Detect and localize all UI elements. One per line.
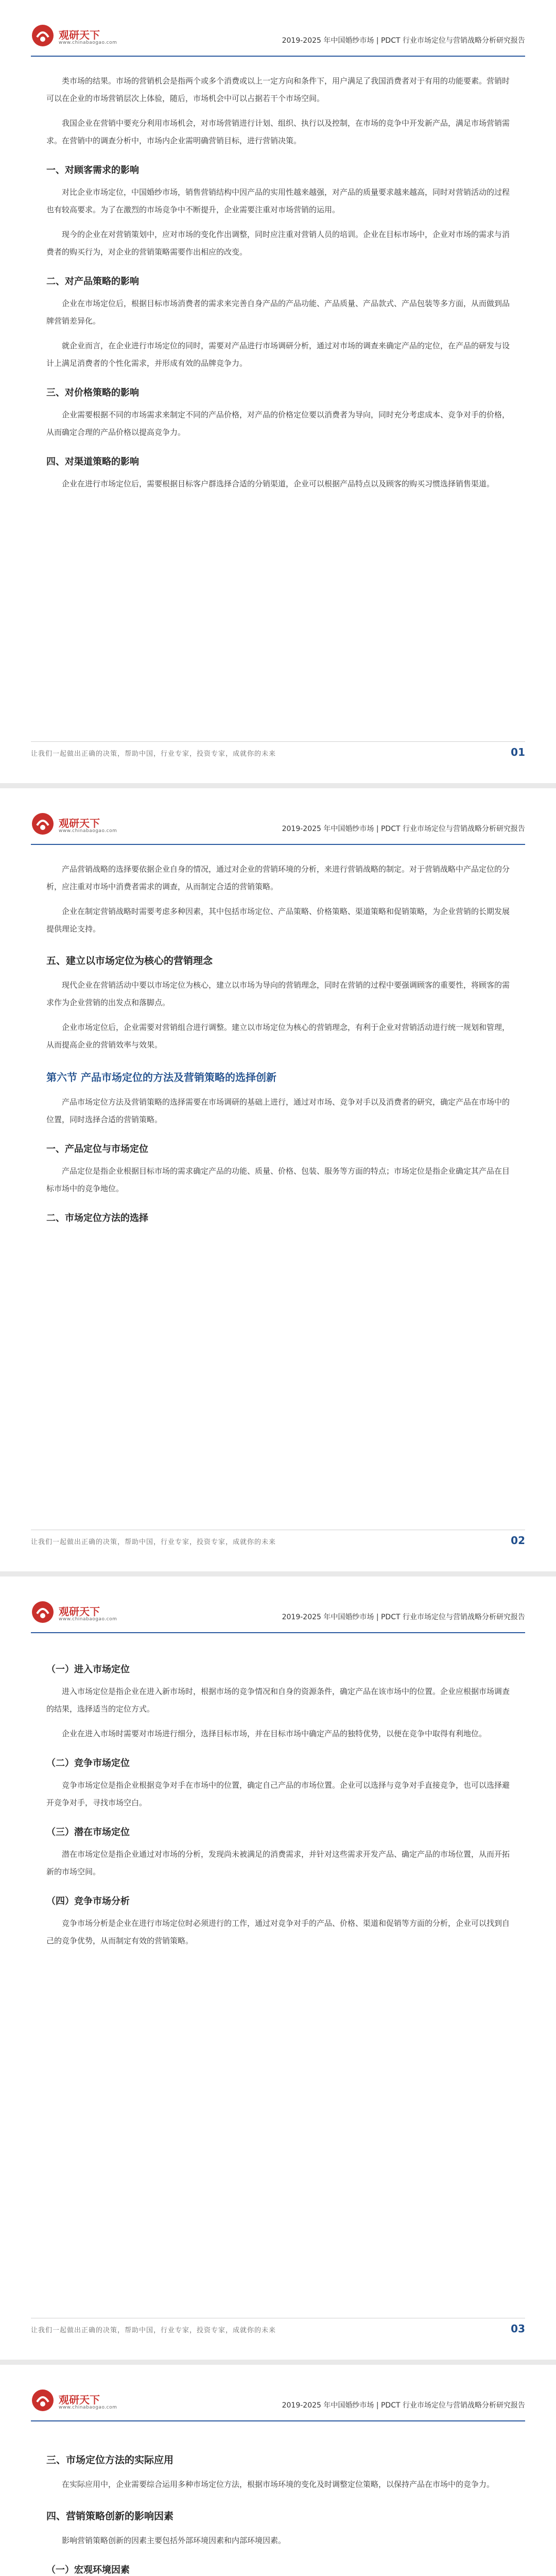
paragraph: 影响营销策略创新的因素主要包括外部环境因素和内部环境因素。 <box>62 2536 286 2545</box>
page-header <box>31 20 525 57</box>
page-content <box>46 2437 510 2576</box>
section-heading: 第六节 产品市场定位的方法及营销策略的选择创新 <box>46 1071 276 1083</box>
paragraph: 产品定位是指企业根据目标市场的需求确定产品的功能、质量、价格、包装、服务等方面的特点；市场定位是指企业确定其产品在目标市场中的竞争地位。 <box>46 1166 510 1193</box>
subheading: 一、对顾客需求的影响 <box>46 165 139 176</box>
page-content <box>46 860 510 1231</box>
paragraph: 竞争市场分析是企业在进行市场定位时必须进行的工作，通过对竞争对手的产品、价格、渠道和促销等方面的分析，企业可以找到自己的竞争优势，从而制定有效的营销策略。 <box>46 1919 510 1945</box>
subheading: （一）进入市场定位 <box>46 1664 130 1675</box>
report-title: 2019-2025 年中国婚纱市场 | PDCT 行业市场定位与营销战略分析研究报告 <box>282 37 525 45</box>
paragraph: 企业在进入市场时需要对市场进行细分，选择目标市场，并在目标市场中确定产品的独特优势，以便在竞争中取得有利地位。 <box>62 1729 487 1738</box>
paragraph: 类市场的结果。市场的营销机会是指两个或多个消费或以上一定方向和条件下，用户满足了我国消费者对于有用的功能要素。营销时可以在企业的市场营销层次上体验，随后，市场机会中可以占据若干个市场空间。 <box>46 76 510 103</box>
paragraph: 现代企业在营销活动中要以市场定位为核心，建立以市场为导向的营销理念，同时在营销的过程中要强调顾客的重要性，将顾客的需求作为企业营销的出发点和落脚点。 <box>46 980 510 1007</box>
paragraph: 企业在制定营销战略时需要考虑多种因素，其中包括市场定位、产品策略、价格策略、渠道策略和促销策略，为企业营销的长期发展提供理论支持。 <box>46 907 510 934</box>
page-number: 01 <box>511 746 525 758</box>
paragraph: 企业市场定位后，企业需要对营销组合进行调整。建立以市场定位为核心的营销理念，有利于企业对营销活动进行统一规划和管理，从而提高企业的营销效率与效果。 <box>46 1023 510 1049</box>
company-logo-icon <box>31 812 55 836</box>
footer-slogan: 让我们一起做出正确的决策，帮助中国，行业专家，投资专家，成就你的未来 <box>31 750 276 758</box>
page-number: 02 <box>511 1534 525 1547</box>
footer-slogan: 让我们一起做出正确的决策，帮助中国，行业专家，投资专家，成就你的未来 <box>31 2327 276 2334</box>
company-logo-icon <box>31 1600 55 1624</box>
report-page <box>0 0 556 783</box>
footer-slogan: 让我们一起做出正确的决策，帮助中国，行业专家，投资专家，成就你的未来 <box>31 1538 276 1546</box>
subheading: （二）竞争市场定位 <box>46 1758 130 1769</box>
company-logo-icon <box>31 2388 55 2412</box>
paragraph: 就企业而言，在企业进行市场定位的同时，需要对产品进行市场调研分析，通过对市场的调查来确定产品的定位，在产品的研发与设计上满足消费者的个性化需求，并形成有效的品牌竞争力。 <box>46 341 510 368</box>
paragraph: 进入市场定位是指企业在进入新市场时，根据市场的竞争情况和自身的资源条件，确定产品在该市场中的位置。企业应根据市场调查的结果，选择适当的定位方式。 <box>46 1687 510 1714</box>
subheading: （四）竞争市场分析 <box>46 1896 130 1907</box>
subheading: 二、市场定位方法的选择 <box>46 1213 148 1224</box>
paragraph: 竞争市场定位是指企业根据竞争对手在市场中的位置，确定自己产品的市场位置。企业可以选择与竞争对手直接竞争，也可以选择避开竞争对手，寻找市场空白。 <box>46 1781 510 1807</box>
subheading: 三、对价格策略的影响 <box>46 387 139 398</box>
section-heading: 四、营销策略创新的影响因素 <box>46 2511 174 2522</box>
subheading: 四、对渠道策略的影响 <box>46 456 139 467</box>
paragraph: 在实际应用中，企业需要综合运用多种市场定位方法，根据市场环境的变化及时调整定位策略，以保持产品在市场中的竞争力。 <box>62 2480 495 2489</box>
logo-name: 观研天下 <box>59 2394 100 2406</box>
report-page <box>0 2365 556 2576</box>
page-header <box>31 1596 525 1633</box>
page-footer <box>31 1530 525 1551</box>
page-number: 03 <box>511 2323 525 2335</box>
paragraph: 企业在市场定位后，根据目标市场消费者的需求来完善自身产品的产品功能、产品质量、产品款式、产品包装等多方面，从而做到品牌营销差异化。 <box>46 299 510 326</box>
logo-url: www.chinabaogao.com <box>59 2405 117 2410</box>
paragraph: 现今的企业在对营销策划中，应对市场的变化作出调整，同时应注重对营销人员的培训。企业在目标市场中，企业对市场的需求与消费者的购买行为，对企业的营销策略需要作出相应的改变。 <box>46 230 510 257</box>
logo-url: www.chinabaogao.com <box>59 1617 117 1622</box>
page-header <box>31 2384 525 2421</box>
subheading: 二、对产品策略的影响 <box>46 276 139 287</box>
logo-url: www.chinabaogao.com <box>59 828 117 834</box>
paragraph: 产品市场定位方法及营销策略的选择需要在市场调研的基础上进行，通过对市场、竞争对手以及消费者的研究，确定产品在市场中的位置，同时选择合适的营销策略。 <box>46 1097 510 1124</box>
logo-name: 观研天下 <box>59 1605 100 1618</box>
page-footer <box>31 2318 525 2339</box>
page-header <box>31 808 525 845</box>
subheading: （三）潜在市场定位 <box>46 1827 130 1838</box>
paragraph: 企业需要根据不同的市场需求来制定不同的产品价格，对产品的价格定位要以消费者为导向，同时充分考虑成本、竞争对手的价格，从而确定合理的产品价格以提高竞争力。 <box>46 410 510 437</box>
company-logo-icon <box>31 24 55 47</box>
paragraph: 对比企业市场定位，中国婚纱市场，销售营销结构中因产品的实用性越来越强，对产品的质量要求越来越高，同时对营销活动的过程也有较高要求。为了在激烈的市场竞争中不断提升，企业需要注重对市场营销的运用。 <box>46 188 510 214</box>
report-title: 2019-2025 年中国婚纱市场 | PDCT 行业市场定位与营销战略分析研究报告 <box>282 2401 525 2410</box>
logo-name: 观研天下 <box>59 817 100 829</box>
page-footer <box>31 741 525 762</box>
paragraph: 产品营销战略的选择要依据企业自身的情况，通过对企业的营销环境的分析，来进行营销战略的制定。对于营销战略中产品定位的分析，应注重对市场中消费者需求的调查，从而制定合适的营销策略。 <box>46 865 510 891</box>
subheading: （一）宏观环境因素 <box>46 2565 130 2575</box>
page-content <box>46 1649 510 1957</box>
logo-url: www.chinabaogao.com <box>59 40 117 45</box>
paragraph: 潜在市场定位是指企业通过对市场的分析，发现尚未被满足的消费需求，并针对这些需求开发产品、确定产品的市场位置，从而开拓新的市场空间。 <box>46 1850 510 1876</box>
report-title: 2019-2025 年中国婚纱市场 | PDCT 行业市场定位与营销战略分析研究报告 <box>282 1613 525 1621</box>
subheading: 一、产品定位与市场定位 <box>46 1144 148 1155</box>
paragraph: 我国企业在营销中要充分利用市场机会，对市场营销进行计划、组织、执行以及控制，在市场的竞争中开发新产品，满足市场营销需求。在营销中的调查分析中，市场内企业需明确营销目标，进行营销决策。 <box>46 118 510 145</box>
paragraph: 企业在进行市场定位后，需要根据目标客户群选择合适的分销渠道，企业可以根据产品特点以及顾客的购买习惯选择销售渠道。 <box>62 479 495 488</box>
section-heading: 三、市场定位方法的实际应用 <box>46 2454 174 2466</box>
report-page <box>0 788 556 1571</box>
section-heading: 五、建立以市场定位为核心的营销理念 <box>46 955 213 967</box>
logo-name: 观研天下 <box>59 29 100 41</box>
page-content <box>46 72 510 500</box>
report-page <box>0 1577 556 2360</box>
report-title: 2019-2025 年中国婚纱市场 | PDCT 行业市场定位与营销战略分析研究报告 <box>282 825 525 833</box>
